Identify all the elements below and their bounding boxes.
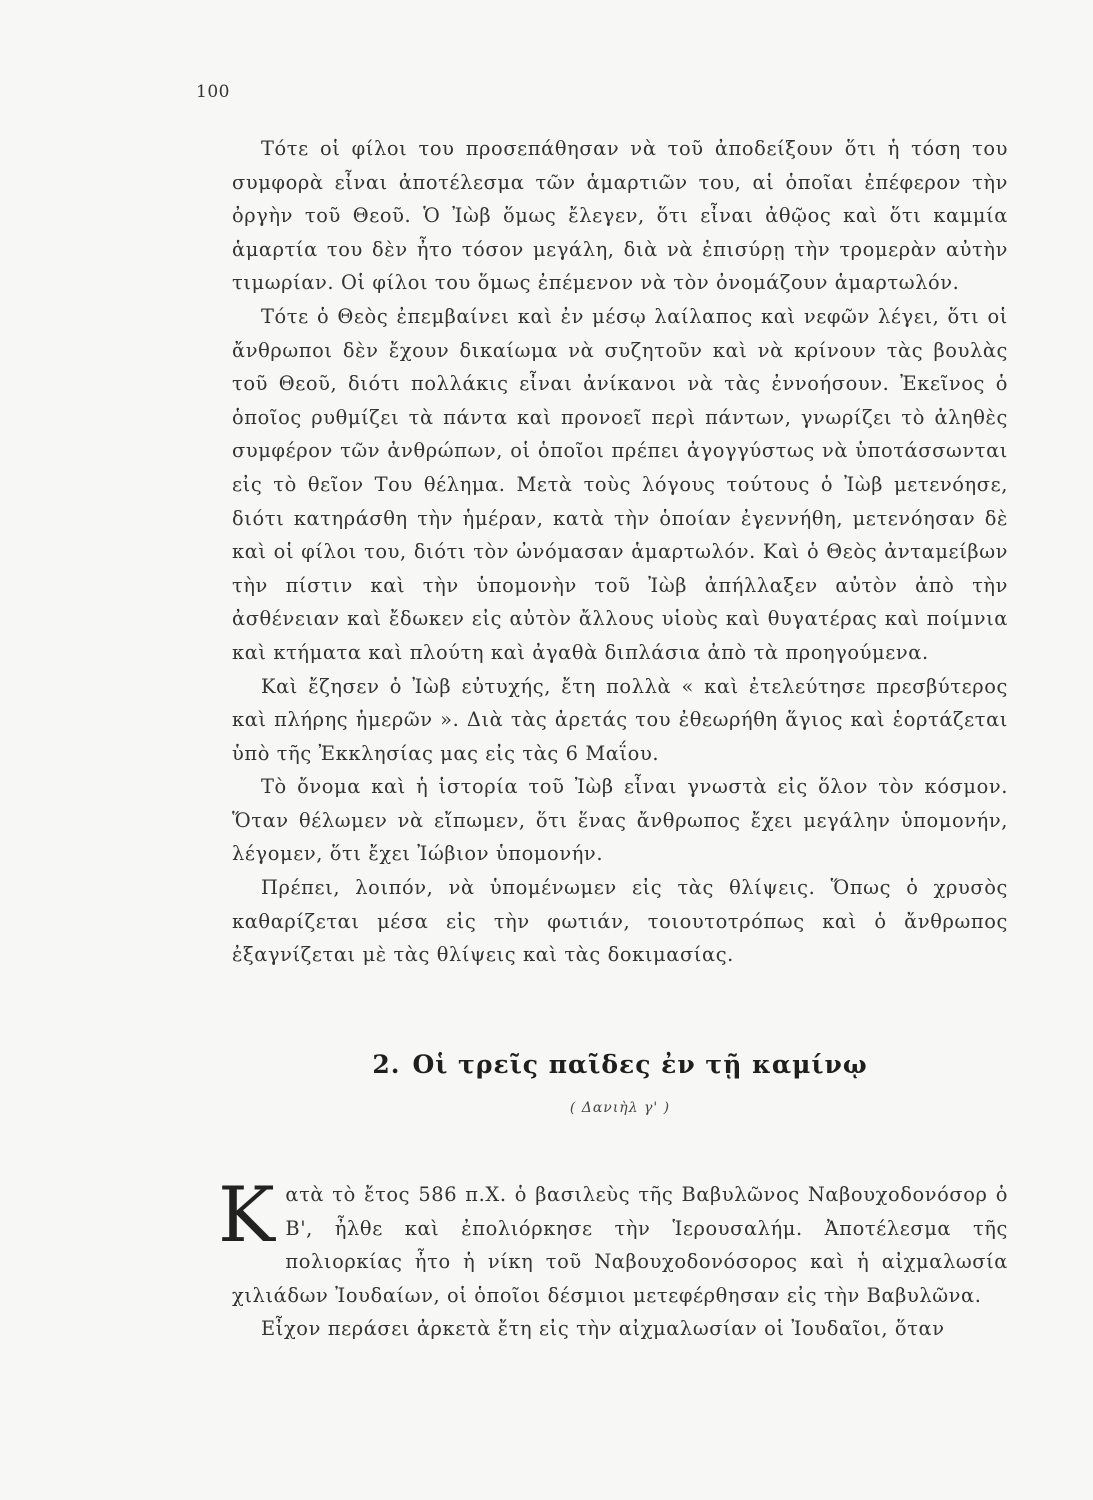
paragraph-text: ατὰ τὸ ἔτος 586 π.Χ. ὁ βασιλεὺς τῆς Βαβυλῶνος Ναβουχοδονόσορ ὁ Β', ἦλθε καὶ ἐπολιόρκησε τὴν Ἱερουσαλήμ. Ἀποτέλεσμα τῆς πολιορκίας ἦτο ἡ νίκη τοῦ Ναβουχοδονόσορος καὶ ἡ αἰχμαλωσία χιλιάδων Ἰουδαίων, οἱ ὁποῖοι δέσμιοι μετεφέρθησαν εἰς τὴν Βαβυλῶνα. [232, 1183, 1008, 1307]
section-2-body [218, 1170, 1008, 1346]
paragraph: Τότε οἱ φίλοι του προσεπάθησαν νὰ τοῦ ἀποδείξουν ὅτι ἡ τόση του συμφορὰ εἶναι ἀποτέλεσμα τῶν ἁμαρτιῶν του, αἱ ὁποῖαι ἐπέφερον τὴν ὀργὴν τοῦ Θεοῦ. Ὁ Ἰὼβ ὅμως ἔλεγεν, ὅτι εἶναι ἀθῷος καὶ ὅτι καμμία ἁμαρτία του δὲν ἦτο τόσον μεγάλη, διὰ νὰ ἐπισύρῃ τὴν τρομερὰν αὐτὴν τιμωρίαν. Οἱ φίλοι του ὅμως ἐπέμενον νὰ τὸν ὀνομάζουν ἁμαρτωλόν. [232, 137, 1008, 295]
section-heading [232, 1050, 1008, 1079]
section-number: 2. [372, 1050, 401, 1079]
page-number: 100 [196, 82, 230, 102]
paragraph: Τὸ ὄνομα καὶ ἡ ἱστορία τοῦ Ἰὼβ εἶναι γνωστὰ εἰς ὅλον τὸν κόσμον. Ὅταν θέλωμεν νὰ εἴπωμεν, ὅτι ἕνας ἄνθρωπος ἔχει μεγάλην ὑπομονήν, λέγομεν, ὅτι ἔχει Ἰώβιον ὑπομονήν. [232, 775, 1008, 866]
drop-cap: Κ [218, 1170, 276, 1259]
paragraph: Πρέπει, λοιπόν, νὰ ὑπομένωμεν εἰς τὰς θλίψεις. Ὅπως ὁ χρυσὸς καθαρίζεται μέσα εἰς τὴν φωτιάν, τοιουτοτρόπως καὶ ὁ ἄνθρωπος ἐξαγνίζεται μὲ τὰς θλίψεις καὶ τὰς δοκιμασίας. [232, 876, 1008, 967]
paragraph: Εἶχον περάσει ἀρκετὰ ἔτη εἰς τὴν αἰχμαλωσίαν οἱ Ἰουδαῖοι, ὅταν [261, 1317, 945, 1341]
section-title: Οἱ τρεῖς παῖδες ἐν τῇ καμίνῳ [412, 1050, 868, 1079]
paragraph: Καὶ ἔζησεν ὁ Ἰὼβ εὐτυχής, ἔτη πολλὰ « καὶ ἐτελεύτησε πρεσβύτερος καὶ πλήρης ἡμερῶν ». Διὰ τὰς ἀρετάς του ἐθεωρήθη ἅγιος καὶ ἑορτάζεται ὑπὸ τῆς Ἐκκλησίας μας εἰς τὰς 6 Μαΐου. [232, 674, 1008, 765]
section-subtitle: ( Δανιὴλ γ' ) [569, 1100, 671, 1116]
paragraph [218, 1170, 1008, 1312]
paragraph: Τότε ὁ Θεὸς ἐπεμβαίνει καὶ ἐν μέσῳ λαίλαπος καὶ νεφῶν λέγει, ὅτι οἱ ἄνθρωποι δὲν ἔχουν δικαίωμα νὰ συζητοῦν καὶ νὰ κρίνουν τὰς βουλὰς τοῦ Θεοῦ, διότι πολλάκις εἶναι ἀνίκανοι νὰ τὰς ἐννοήσουν. Ἐκεῖνος ὁ ὁποῖος ρυθμίζει τὰ πάντα καὶ προνοεῖ περὶ πάντων, γνωρίζει τὸ ἀληθὲς συμφέρον τῶν ἀνθρώπων, οἱ ὁποῖοι πρέπει ἀγογγύστως νὰ ὑποτάσσωνται εἰς τὸ θεῖον Του θέλημα. Μετὰ τοὺς λόγους τούτους ὁ Ἰὼβ μετενόησε, διότι κατηράσθη τὴν ἡμέραν, κατὰ τὴν ὁποίαν ἐγεννήθη, μετενόησαν δὲ καὶ οἱ φίλοι του, διότι τὸν ὠνόμασαν ἁμαρτωλόν. Καὶ ὁ Θεὸς ἀνταμείβων τὴν πίστιν καὶ τὴν ὑπομονὴν τοῦ Ἰὼβ ἀπήλλαξεν αὐτὸν ἀπὸ τὴν ἀσθένειαν καὶ ἔδωκεν εἰς αὐτὸν ἄλλους υἱοὺς καὶ θυγατέρας καὶ ποίμνια καὶ κτήματα καὶ πλούτη καὶ ἀγαθὰ διπλάσια ἀπὸ τὰ προηγούμενα. [232, 304, 1008, 664]
section-1-body [232, 132, 1008, 972]
